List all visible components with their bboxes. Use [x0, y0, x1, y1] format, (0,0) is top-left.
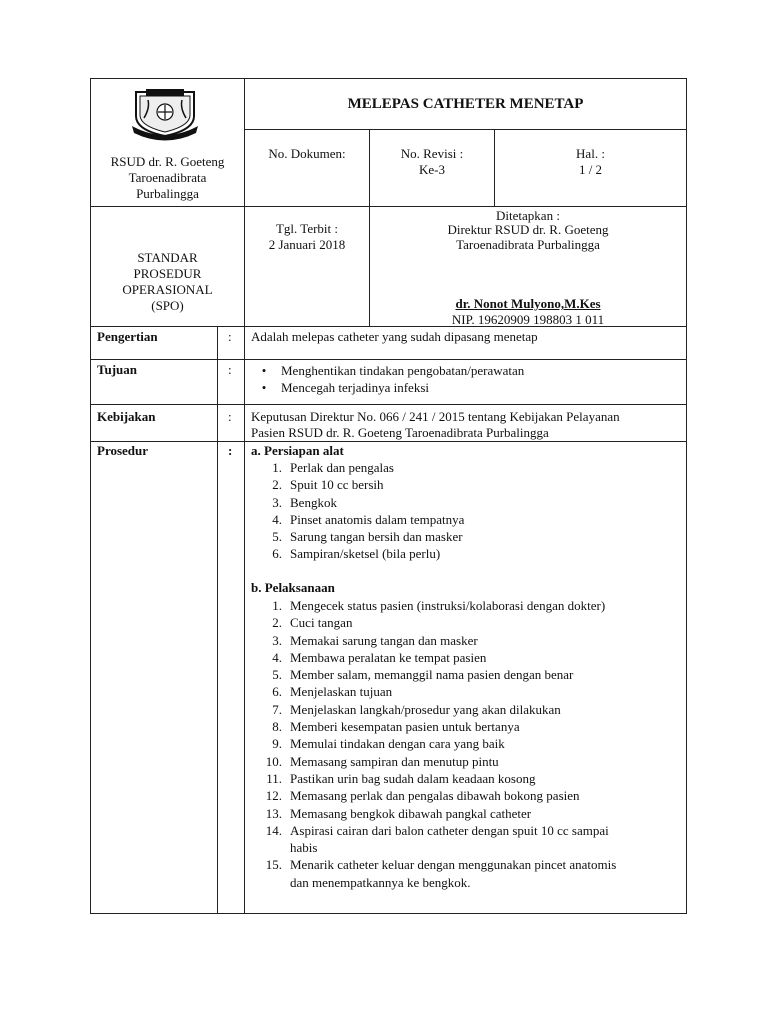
list-item-text: Spuit 10 cc bersih	[290, 477, 384, 493]
bullet-icon: •	[261, 380, 267, 396]
hal-label: Hal. :	[576, 146, 605, 161]
list-item	[246, 459, 464, 476]
list-item	[246, 528, 464, 545]
kebijakan-line-2: Pasien RSUD dr. R. Goeteng Taroenadibrata Purbalingga	[251, 425, 549, 440]
list-item: • Mencegah terjadinya infeksi	[247, 379, 524, 396]
purbalingga-emblem-logo	[130, 86, 200, 142]
list-item-text: dan menempatkannya ke bengkok.	[290, 874, 471, 890]
table-border-bottom	[90, 913, 687, 914]
hospital-name-line-1: RSUD dr. R. Goeteng	[110, 154, 225, 169]
list-item	[246, 632, 616, 649]
tujuan-list	[247, 362, 524, 397]
list-item	[246, 683, 616, 700]
list-item	[246, 770, 616, 787]
tujuan-colon: :	[228, 362, 232, 377]
list-item	[246, 545, 464, 562]
list-item	[246, 511, 464, 528]
persiapan-alat-heading: a. Persiapan alat	[251, 443, 344, 458]
list-item-number: 6.	[272, 684, 282, 700]
list-item-number: 2.	[272, 615, 282, 631]
list-item-text: habis	[290, 840, 318, 856]
list-item-text: Pinset anatomis dalam tempatnya	[290, 511, 465, 527]
list-item	[246, 701, 616, 718]
kebijakan-colon: :	[228, 409, 232, 424]
pengertian-divider	[90, 359, 687, 360]
hal-value: 1 / 2	[578, 162, 603, 177]
list-item-text: Menjelaskan tujuan	[290, 684, 393, 700]
list-item-text: Mengecek status pasien (instruksi/kolaborasi dengan dokter)	[290, 598, 606, 613]
table-border-top	[90, 78, 687, 79]
list-item	[246, 787, 616, 804]
direktur-line-1: Direktur RSUD dr. R. Goeteng	[447, 222, 609, 237]
pelaksanaan-list	[246, 597, 616, 891]
spo-line-4: (SPO)	[151, 298, 184, 313]
list-item-text: Pastikan urin bag sudah dalam keadaan kosong	[290, 770, 536, 786]
list-item-text: Aspirasi cairan dari balon catheter dengan spuit 10 cc sampai	[290, 822, 609, 838]
list-item-number: 1.	[272, 460, 282, 475]
kebijakan-divider	[90, 441, 687, 442]
list-item	[246, 822, 616, 839]
tujuan-label: Tujuan	[97, 362, 137, 377]
tgl-terbit-label: Tgl. Terbit :	[275, 221, 339, 236]
spo-line-3: OPERASIONAL	[122, 282, 213, 297]
table-border-right	[686, 78, 687, 914]
list-item-text: Memberi kesempatan pasien untuk bertanya	[290, 719, 520, 735]
tgl-terbit-value: 2 Januari 2018	[268, 237, 346, 252]
list-item-number: 15.	[265, 857, 282, 873]
no-revisi-value: Ke-3	[419, 162, 445, 177]
list-item	[246, 735, 616, 752]
list-item-number: 4.	[272, 511, 282, 527]
header-divider	[90, 206, 687, 207]
list-item-number: 6.	[272, 546, 282, 562]
list-item	[246, 856, 616, 873]
no-revisi-label: No. Revisi :	[400, 146, 464, 161]
list-item-text: Bengkok	[290, 494, 337, 510]
table-border-left	[90, 78, 91, 914]
list-item	[246, 614, 616, 631]
list-item-continuation	[246, 839, 616, 856]
list-item-text: Cuci tangan	[290, 615, 353, 631]
title-divider	[244, 129, 687, 130]
list-item-number: 4.	[272, 649, 282, 665]
list-item	[246, 476, 464, 493]
list-item-text: Memakai sarung tangan dan masker	[290, 632, 478, 648]
signer-name: dr. Nonot Mulyono,M.Kes	[455, 296, 601, 311]
list-item-text: Menjelaskan langkah/prosedur yang akan dilakukan	[290, 701, 561, 717]
list-item-continuation	[246, 874, 616, 891]
list-item-text: Membawa peralatan ke tempat pasien	[290, 649, 487, 665]
document-title: MELEPAS CATHETER MENETAP	[347, 96, 584, 112]
tujuan-divider	[90, 404, 687, 405]
list-item	[246, 649, 616, 666]
no-dokumen-label: No. Dokumen:	[268, 146, 346, 161]
list-item-text: Memulai tindakan dengan cara yang baik	[290, 736, 505, 752]
list-item-text: Perlak dan pengalas	[290, 460, 394, 475]
list-item: • Menghentikan tindakan pengobatan/perawatan	[247, 362, 524, 379]
list-item-text: Memasang perlak dan pengalas dibawah bokong pasien	[290, 788, 580, 804]
spo-line-1: STANDAR	[137, 250, 198, 265]
main-column-divider	[244, 78, 245, 914]
pengertian-text: Adalah melepas catheter yang sudah dipasang menetap	[251, 329, 538, 344]
pengertian-label: Pengertian	[97, 329, 158, 344]
list-item-number: 2.	[272, 477, 282, 493]
list-item-text: Menarik catheter keluar dengan menggunakan pincet anatomis	[290, 857, 617, 873]
prosedur-colon: :	[228, 443, 233, 458]
list-item-number: 12.	[265, 788, 282, 804]
persiapan-alat-list	[246, 459, 464, 563]
list-item-text: Memasang bengkok dibawah pangkal catheter	[290, 805, 532, 821]
spo-line-2: PROSEDUR	[133, 266, 202, 281]
signer-nip: NIP. 19620909 198803 1 011	[451, 312, 605, 327]
list-item-number: 1.	[272, 598, 282, 613]
list-item-text: Memasang sampiran dan menutup pintu	[290, 753, 499, 769]
list-item-number: 10.	[265, 753, 282, 769]
list-item-number: 14.	[265, 822, 282, 838]
list-item-number: 8.	[272, 719, 282, 735]
list-item-number: 5.	[272, 667, 282, 683]
hospital-name-line-2: Taroenadibrata	[128, 170, 207, 185]
pengertian-colon: :	[228, 329, 232, 344]
list-item-text: Member salam, memanggil nama pasien dengan benar	[290, 667, 574, 683]
list-item	[246, 718, 616, 735]
hospital-name-line-3: Purbalingga	[136, 186, 199, 201]
list-item	[246, 753, 616, 770]
kebijakan-label: Kebijakan	[97, 409, 156, 424]
list-item-number: 9.	[272, 736, 282, 752]
list-item-number: 5.	[272, 529, 282, 545]
list-item-number: 3.	[272, 494, 282, 510]
bullet-icon: •	[261, 363, 267, 378]
list-item-text: Sampiran/sketsel (bila perlu)	[290, 546, 441, 562]
list-item-number: 11.	[266, 770, 282, 786]
list-item	[246, 666, 616, 683]
prosedur-label: Prosedur	[97, 443, 149, 458]
list-item-number: 7.	[272, 701, 282, 717]
list-item	[246, 597, 616, 614]
ditetapkan-label: Ditetapkan :	[496, 208, 560, 223]
list-item	[246, 494, 464, 511]
list-item-number: 13.	[265, 805, 282, 821]
list-item	[246, 805, 616, 822]
pelaksanaan-heading: b. Pelaksanaan	[251, 580, 335, 595]
list-item-text: Sarung tangan bersih dan masker	[290, 529, 463, 545]
label-column-divider	[217, 326, 218, 914]
kebijakan-line-1: Keputusan Direktur No. 066 / 241 / 2015 tentang Kebijakan Pelayanan	[251, 409, 620, 424]
direktur-line-2: Taroenadibrata Purbalingga	[456, 237, 600, 252]
list-item-number: 3.	[272, 632, 282, 648]
